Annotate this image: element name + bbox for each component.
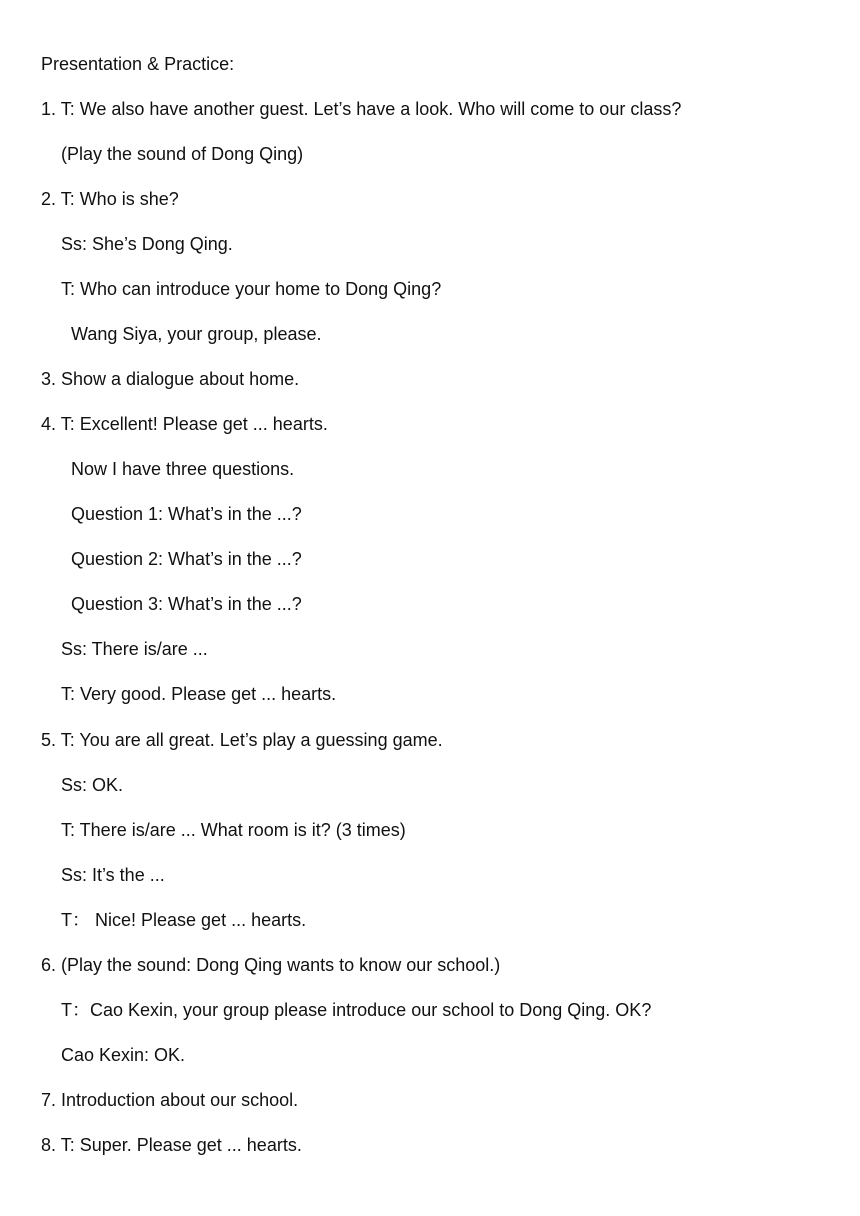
text-line: Ss: She’s Dong Qing. — [61, 234, 233, 254]
text-line: 1. T: We also have another guest. Let’s have a look. Who will come to our class? — [41, 99, 682, 119]
text-line: Ss: There is/are ... — [61, 639, 208, 659]
section-heading: Presentation & Practice: — [41, 54, 235, 74]
text-line: T: Who can introduce your home to Dong Qing? — [61, 279, 442, 299]
text-line: T： Nice! Please get ... hearts. — [61, 910, 307, 930]
text-line: 6. (Play the sound: Dong Qing wants to know our school.) — [41, 955, 501, 975]
text-line: 5. T: You are all great. Let’s play a guessing game. — [41, 730, 443, 750]
text-line: Question 2: What’s in the ...? — [71, 549, 302, 569]
text-line: Now I have three questions. — [71, 459, 295, 479]
text-line: 8. T: Super. Please get ... hearts. — [41, 1135, 302, 1155]
text-line: T: There is/are ... What room is it? (3 times) — [61, 820, 406, 840]
text-line: 3. Show a dialogue about home. — [41, 369, 300, 389]
text-line: Ss: It’s the ... — [61, 865, 165, 885]
text-line: T: Very good. Please get ... hearts. — [61, 684, 337, 704]
text-line: 4. T: Excellent! Please get ... hearts. — [41, 414, 328, 434]
text-line: 2. T: Who is she? — [41, 189, 179, 209]
text-line: Wang Siya, your group, please. — [71, 324, 322, 344]
text-line: Question 3: What’s in the ...? — [71, 594, 302, 614]
text-line: Question 1: What’s in the ...? — [71, 504, 302, 524]
text-line: Cao Kexin: OK. — [61, 1045, 186, 1065]
text-line: T：Cao Kexin, your group please introduce our school to Dong Qing. OK? — [61, 1000, 652, 1020]
text-line: 7. Introduction about our school. — [41, 1090, 299, 1110]
text-line: (Play the sound of Dong Qing) — [61, 144, 304, 164]
text-line: Ss: OK. — [61, 775, 124, 795]
